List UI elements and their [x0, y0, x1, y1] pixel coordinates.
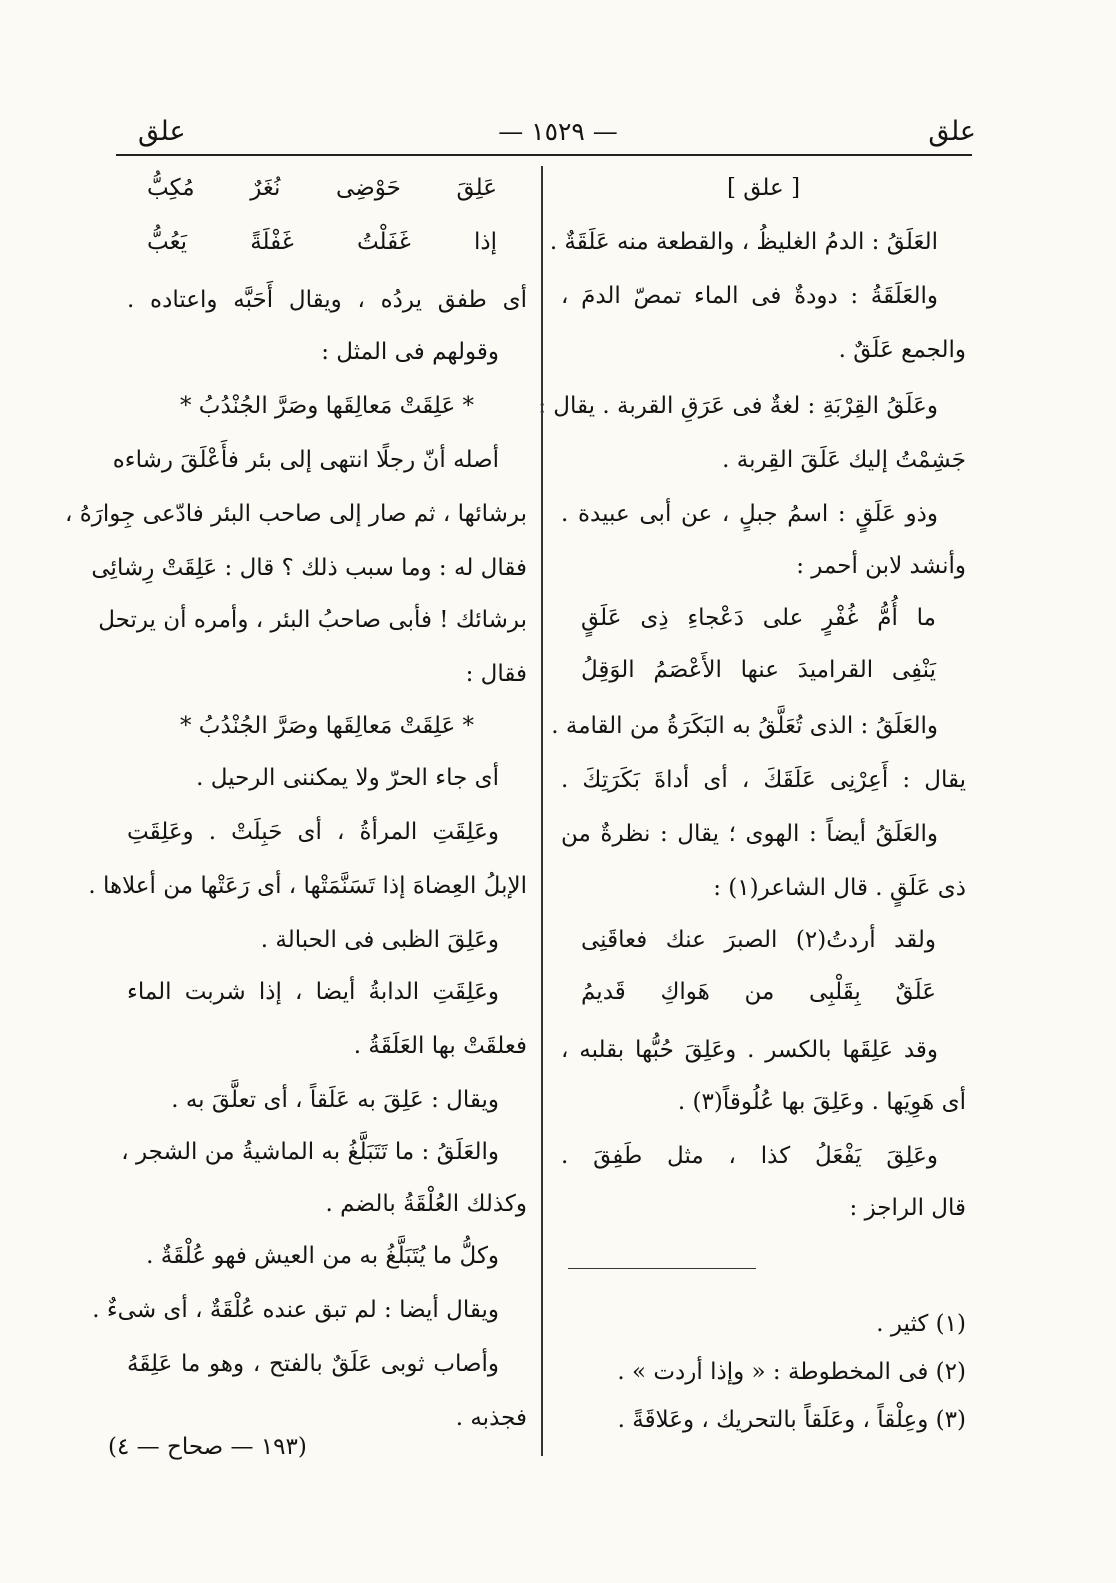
right-column-line: والجمع عَلَقٌ . [838, 337, 966, 363]
page-number: — ١٥٢٩ — [498, 117, 618, 146]
left-column-line: فقال له : وما سبب ذلك ؟ قال : عَلِقَتْ رِشائِى [91, 555, 527, 581]
left-column-line: برشائك ! فأبى صاحبُ البئر ، وأمره أن يرتحل [98, 607, 527, 633]
right-column-line: ولقد أردتُ(٢) الصبرَ عنك فعاقَنِى [581, 927, 936, 953]
right-column-line: عَلَقٌ بِقَلْبِى من هَواكِ قَديمُ [581, 979, 936, 1005]
right-column-line: يَنْفِى القراميدَ عنها الأَعْصَمُ الوَقِلُ [581, 657, 936, 683]
right-column-line: وقد عَلِقَها بالكسر . وعَلِقَ حُبُّها بقلبه ، [561, 1037, 938, 1063]
left-column-line: وعَلِقَتِ الدابةُ أيضا ، إذا شربت الماء [127, 979, 499, 1005]
footnote: (١) كثير . [876, 1311, 966, 1337]
left-column-line: وكلُّ ما يُتَبَلَّغُ به من العيش فهو عُلْقَةٌ . [146, 1243, 499, 1269]
left-column-line: وأصاب ثوبى عَلَقٌ بالفتح ، وهو ما عَلِقَهُ [127, 1351, 499, 1377]
right-column-line: ذى عَلَقٍ . قال الشاعر(١) : [713, 875, 966, 901]
footnote-rule [568, 1268, 756, 1269]
right-column-line: أى هَوِيَها . وعَلِقَ بها عُلُوقاً(٣) . [677, 1089, 966, 1115]
left-column-line: * عَلِقَتْ مَعالِقَها وصَرَّ الجُنْدُبُ * [179, 713, 475, 739]
left-column-line: وعَلِقَ الظبى فى الحبالة . [260, 927, 499, 953]
right-column-line: وأنشد لابن أحمر : [796, 553, 966, 579]
left-column-line: وعَلِقَتِ المرأةُ ، أى حَبِلَتْ . وعَلِقَتِ [127, 819, 499, 845]
right-column-line: وعَلَقُ القِرْبَةِ : لغةٌ فى عَرَقِ القربة . يقال : [538, 393, 938, 419]
footnote: (٢) فى المخطوطة : « وإذا أردت » . [617, 1359, 966, 1385]
right-column-line: يقال : أَعِرْنِى عَلَقَكَ ، أى أداةَ بَكَرَتِكَ . [561, 767, 966, 793]
left-column-line: ويقال : عَلِقَ به عَلَقاً ، أى تعلَّقَ به . [171, 1087, 499, 1113]
right-column-line: والعَلَقُ أيضاً : الهوى ؛ يقال : نظرةٌ من [561, 821, 938, 847]
left-column-line: وقولهم فى المثل : [321, 339, 499, 365]
running-headword-left: علق [138, 116, 186, 147]
right-column-line: قال الراجز : [849, 1195, 966, 1221]
right-column-line: [ علق ] [726, 175, 801, 201]
left-column-line: برشائها ، ثم صار إلى صاحب البئر فادّعى جِوارَهُ ، [64, 501, 527, 527]
left-column-line: عَلِقَ حَوْضِى نُغَرٌ مُكِبُّ [147, 175, 497, 201]
right-column-line: جَشِمْتُ إليك عَلَقَ القِربة . [722, 447, 966, 473]
left-column-line: أى طفق يردُه ، ويقال أَحَبَّه واعتاده . [127, 287, 527, 313]
left-column-line: ويقال أيضا : لم تبق عنده عُلْقَةٌ ، أى شىءٌ . [92, 1297, 499, 1323]
column-divider [541, 166, 543, 1456]
left-column-line: فجذبه . [455, 1405, 527, 1431]
footnote: (٣) وعِلْقاً ، وعَلَقاً بالتحريك ، وعَلاقَةً . [617, 1407, 966, 1433]
left-column-line: أصله أنّ رجلًا انتهى إلى بئر فأَعْلَقَ رشاءه [112, 447, 499, 473]
left-column-line: الإبلُ العِضاهَ إذا تَسَنَّمَتْها ، أى رَعَتْها من أعلاها . [88, 873, 527, 899]
left-column-line: * عَلِقَتْ مَعالِقَها وصَرَّ الجُنْدُبُ * [179, 393, 475, 419]
header-rule [116, 154, 972, 156]
running-headword-right: علق [928, 116, 976, 147]
right-column-line: والعَلَقُ : الذى تُعَلَّقُ به البَكَرَةُ من القامة . [551, 713, 938, 739]
left-column-line: إذا غَفَلْتُ غَفْلَةً يَعُبُّ [147, 229, 497, 255]
left-column-line: فقال : [465, 661, 527, 687]
left-column-line: أى جاء الحرّ ولا يمكننى الرحيل . [196, 765, 499, 791]
right-column-line: ما أُمُّ غُفْرٍ على دَعْجاءِ ذِى عَلَقٍ [581, 605, 936, 631]
right-column-line: وعَلِقَ يَفْعَلُ كذا ، مثل طَفِقَ . [561, 1143, 938, 1169]
right-column-line: العَلَقُ : الدمُ الغليظُ ، والقطعة منه عَلَقَةٌ . [549, 229, 938, 255]
left-column-line: وكذلك العُلْقَةُ بالضم . [325, 1191, 527, 1217]
left-column-line: والعَلَقُ : ما تَتَبَلَّغُ به الماشيةُ من الشجر ، [121, 1139, 499, 1165]
right-column-line: والعَلَقَةُ : دودةٌ فى الماء تمصّ الدمَ ، [561, 283, 938, 309]
signature-mark: (١٩٣ — صحاح — ٤) [108, 1434, 307, 1460]
right-column-line: وذو عَلَقٍ : اسمُ جبلٍ ، عن أبى عبيدة . [561, 501, 938, 527]
left-column-line: فعلقَتْ بها العَلَقَةُ . [353, 1033, 527, 1059]
